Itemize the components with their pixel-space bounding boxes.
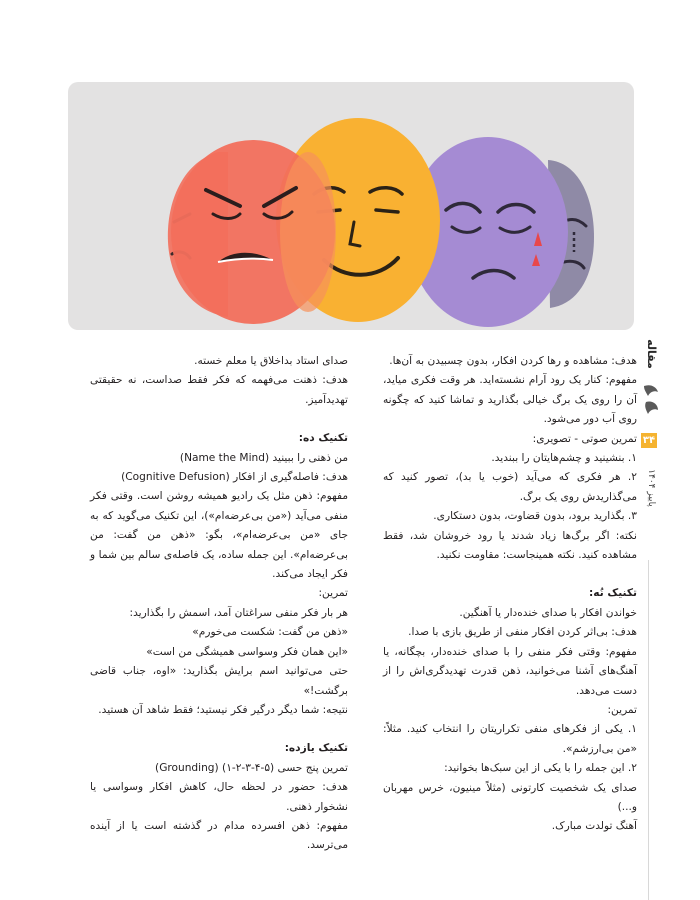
paragraph: مفهوم: کنار یک رود آرام نشسته‌اید. هر وقت فکری میاید، آن را روی یک برگ خیالی بگذارید و تماشا کنید که چگونه روی آب دور می‌شود.: [383, 374, 637, 426]
paragraph: ۲. هر فکری که می‌آید (خوب یا بد)، تصور کنید که می‌گذاریدش روی یک برگ.: [383, 471, 637, 503]
paragraph: هر بار فکر منفی سراغتان آمد، اسمش را بگذارید:: [129, 606, 348, 619]
section-heading: تکنیک ده:: [298, 432, 348, 445]
spacer: [383, 565, 637, 584]
issue-date: پاییز ۱۴۰۴: [646, 469, 656, 507]
paragraph: حتی می‌توانید اسم برایش بگذارید: «اوه، جناب قاضی برگشت!»: [90, 665, 348, 697]
paragraph: آهنگ تولدت مبارک.: [551, 820, 637, 833]
section-label: مقاله: [645, 339, 658, 369]
paragraph: تمرین پنج حسی (۵-۴-۳-۲-۱) (Grounding): [155, 761, 348, 774]
page-number: ۳۴: [642, 435, 656, 446]
paragraph: هدف: ذهنت می‌فهمه که فکر فقط صداست، نه حقیقتی تهدیدآمیز.: [90, 374, 348, 406]
paragraph: نتیجه: شما دیگر درگیر فکر نیستید؛ فقط شاهد آن هستید.: [98, 703, 348, 716]
paragraph: خواندن افکار با صدای خنده‌دار یا آهنگین.: [459, 606, 637, 619]
faces-illustration: [68, 82, 634, 330]
spacer: [90, 720, 348, 739]
article-column-left: [90, 352, 348, 856]
paragraph: هدف: فاصله‌گیری از افکار (Cognitive Defusion): [121, 471, 348, 484]
paragraph: مفهوم: ذهن افسرده مدام در گذشته است یا از آینده می‌ترسد.: [90, 819, 348, 852]
paragraph: «ذهن من گفت: شکست می‌خورم»: [192, 626, 348, 639]
paragraph: ۱. یکی از فکرهای منفی تکراریتان را انتخاب کنید. مثلاً: «من بی‌ارزشم».: [383, 723, 637, 755]
paragraph: «این همان فکر وسواسی همیشگی من است»: [146, 645, 348, 658]
spacer: [90, 410, 348, 429]
paragraph: مفهوم: ذهن مثل یک رادیو همیشه روشن است. وقتی فکر منفی می‌آید («من بی‌عرضه‌ام»)، این تکنیک می‌گوید که به جای «من بی‌عرضه‌ام»، بگو: «ذهن من گفت: من بی‌عرضه‌ام». این جمله ساده، یک فاصله‌ی سالم بین شما و فکر ایجاد می‌کند.: [90, 490, 348, 581]
paragraph: صدای استاد بداخلاق یا معلم خسته.: [194, 355, 348, 367]
paragraph: ۱. بنشینید و چشم‌هایتان را ببندید.: [491, 452, 637, 465]
paragraph: هدف: حضور در لحظه حال، کاهش افکار وسواسی یا نشخوار ذهنی.: [90, 781, 348, 813]
paragraph: هدف: بی‌اثر کردن افکار منفی از طریق بازی با صدا.: [408, 626, 637, 639]
magazine-logo-icon: [640, 380, 662, 424]
sidebar-divider: [648, 560, 649, 900]
paragraph: نکته: اگر برگ‌ها زیاد شدند یا رود خروشان شد، فقط مشاهده کنید. نکته همینجاست: مقاومت نکنید.: [383, 529, 637, 562]
paragraph: صدای یک شخصیت کارتونی (مثلاً مینیون، خرس مهربان و...): [383, 781, 637, 813]
angry-face-icon: [171, 140, 336, 324]
paragraph: تمرین:: [607, 703, 637, 716]
section-heading: تکنیک نُه:: [589, 587, 637, 600]
paragraph: تمرین:: [318, 587, 348, 600]
paragraph: من ذهنی را ببینید (Name the Mind): [179, 451, 348, 464]
paragraph: ۳. بگذارید برود، بدون قضاوت، بدون دستکاری.: [433, 510, 637, 523]
section-heading: تکنیک یازده:: [284, 742, 348, 755]
paragraph: ۲. این جمله را با یکی از این سبک‌ها بخوانید:: [444, 762, 637, 775]
paragraph: تمرین صوتی - تصویری:: [532, 432, 637, 445]
paragraph: مفهوم: وقتی فکر منفی را با صدای خنده‌دار، بچگانه، یا آهنگ‌های آشنا می‌خوانید، ذهن قدرت تهدیدگری‌اش را از دست می‌دهد.: [383, 645, 637, 697]
hero-illustration: [68, 82, 634, 330]
article-column-right: [383, 352, 637, 837]
paragraph: هدف: مشاهده و رها کردن افکار، بدون چسبیدن به آن‌ها.: [389, 355, 637, 367]
